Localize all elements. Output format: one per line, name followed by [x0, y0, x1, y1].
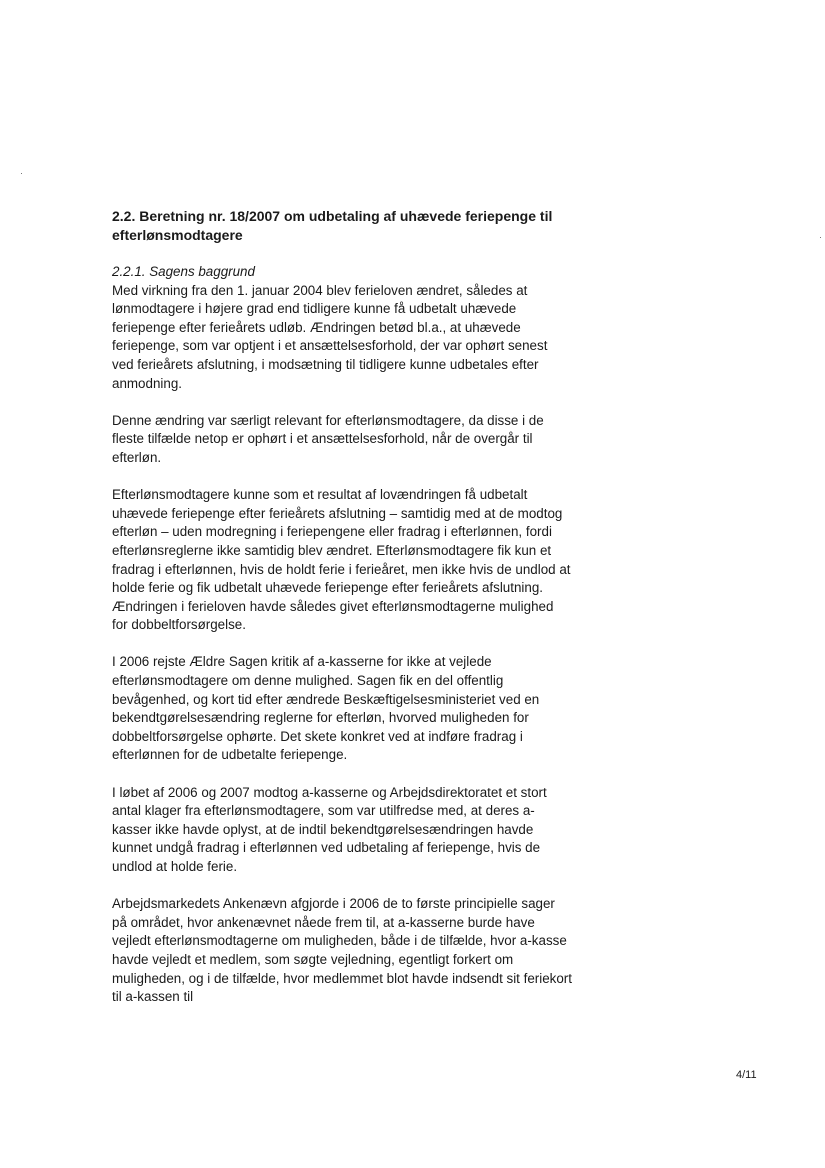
- section-heading: 2.2. Beretning nr. 18/2007 om udbetaling af uhævede feriepenge til efterlønsmodtagere: [112, 208, 553, 243]
- paragraph-4: I 2006 rejste Ældre Sagen kritik af a-kasserne for ikke at vejlede efterlønsmodtagere om denne mulighed. Sagen fik en del offentlig bevågenhed, og kort tid efter ændrede Beskæftigelsesministeriet ved en bekendtgørelsesændring reglerne for efterløn, hvorved muligheden for dobbeltforsørgelse ophørte. Det skete konkret ved at indføre fradrag i efterlønnen for de udbetalte feriepenge.: [112, 654, 540, 763]
- paragraph-3: Efterlønsmodtagere kunne som et resultat af lovændringen få udbetalt uhævede feriepenge efter ferieårets afslutning – samtidig med at de modtog efterløn – uden modregning i feriepengene eller fradrag i efterlønnen, fordi efterlønsreglerne ikke samtidig blev ændret. Efterlønsmodtagere fik kun et fradrag i efterlønnen, hvis de holdt ferie i ferieåret, men ikke hvis de undlod at holde ferie og fik udbetalt uhævede feriepenge efter ferieårets afslutning. Ændringen i ferieloven havde således givet efterlønsmodtagerne mulighed for dobbeltforsørgelse.: [112, 487, 571, 633]
- scan-speck: [820, 237, 821, 238]
- paragraph-2: Denne ændring var særligt relevant for efterlønsmodtagere, da disse i de fleste tilfælde netop er ophørt i et ansættelsesforhold, når de overgår til efterløn.: [112, 412, 544, 465]
- paragraph-5: I løbet af 2006 og 2007 modtog a-kasserne og Arbejdsdirektoratet et stort antal klager fra efterlønsmodtagere, som var utilfredse med, at deres a-kasser ikke havde oplyst, at de indtil bekendtgørelsesændringen havde kunnet undgå fradrag i efterlønnen ved udbetaling af feriepenge, hvis de undlod at holde ferie.: [112, 784, 547, 874]
- paragraph-1: Med virkning fra den 1. januar 2004 blev ferieloven ændret, således at lønmodtagere i højere grad end tidligere kunne få udbetalt uhævede feriepenge efter ferieårets udløb. Ændringen betød bl.a., at uhævede feriepenge, som var optjent i et ansættelsesforhold, der var ophørt senest ved ferieårets afslutning, i modsætning til tidligere kunne udbetales efter anmodning.: [112, 282, 548, 391]
- document-body: [112, 207, 572, 1025]
- scan-speck: [21, 173, 22, 174]
- page-number: 4/11: [736, 1069, 757, 1081]
- subsection-heading: 2.2.1. Sagens baggrund: [112, 264, 255, 279]
- paragraph-6: Arbejdsmarkedets Ankenævn afgjorde i 2006 de to første principielle sager på området, hvor ankenævnet nåede frem til, at a-kasserne burde have vejledt efterlønsmodtagerne om muligheden, både i de tilfælde, hvor a-kasse havde vejledt et medlem, som søgte vejledning, egentligt forkert om muligheden, og i de tilfælde, hvor medlemmet blot havde indsendt sit feriekort til a-kassen til: [112, 896, 572, 1005]
